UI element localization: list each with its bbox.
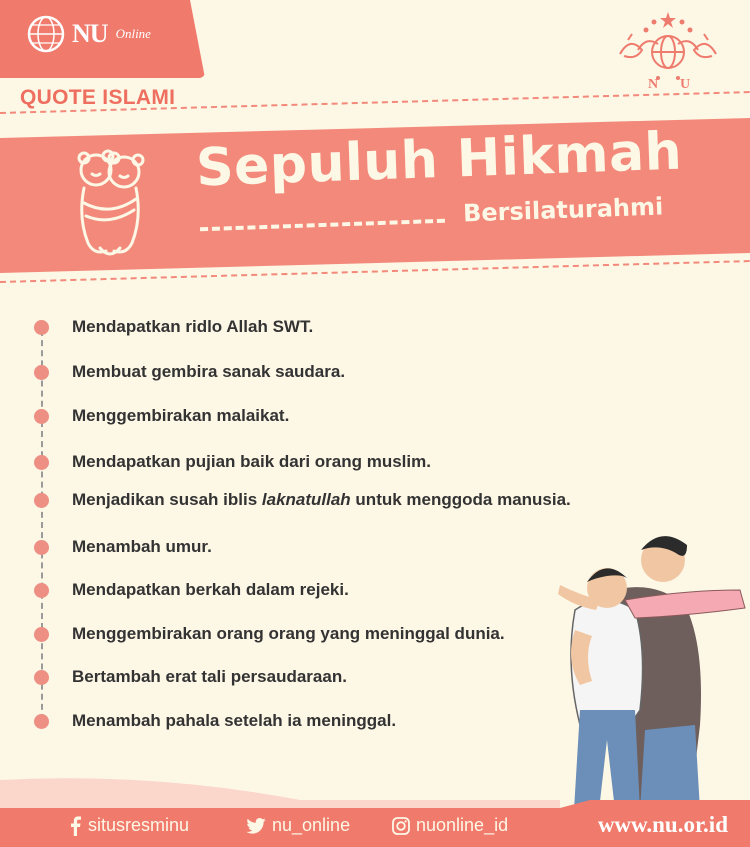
bullet-dot — [34, 320, 49, 335]
twitter-link[interactable] — [246, 815, 350, 836]
list-item — [34, 580, 349, 600]
list-connector-line — [41, 330, 43, 720]
list-item-text: Menambah pahala setelah ia meninggal. — [72, 711, 397, 730]
emblem-letter-u: U — [680, 77, 691, 90]
facebook-icon — [68, 816, 82, 836]
bullet-dot — [34, 455, 49, 470]
list-item-italic-term: laknatullah — [261, 490, 351, 509]
nu-emblem-logo — [608, 10, 728, 90]
nu-online-logo[interactable] — [26, 10, 151, 58]
bullet-dot — [34, 714, 49, 729]
list-item-text: Menggembirakan orang orang yang meninggal dunia. — [72, 624, 505, 643]
emblem-letter-n: N — [648, 77, 659, 90]
brand-suffix: Online — [115, 26, 151, 41]
list-item-text: Membuat gembira sanak saudara. — [72, 362, 346, 381]
website-link[interactable]: www.nu.or.id — [597, 812, 728, 837]
bullet-dot — [34, 627, 49, 642]
bullet-dot — [34, 493, 49, 508]
list-item-text-part: untuk menggoda manusia. — [350, 490, 571, 509]
hugging-bears-icon — [70, 148, 150, 263]
list-item — [34, 667, 347, 687]
list-item — [34, 406, 289, 426]
hugging-people-illustration — [545, 530, 750, 810]
bullet-dot — [34, 409, 49, 424]
list-item-text: Menggembirakan malaikat. — [72, 406, 290, 425]
list-item — [34, 362, 345, 382]
twitter-handle: nu_online — [272, 815, 351, 835]
list-item — [34, 537, 212, 557]
list-item-text: Mendapatkan ridlo Allah SWT. — [72, 317, 314, 336]
globe-icon — [26, 14, 66, 54]
list-item — [34, 452, 431, 472]
instagram-icon — [392, 817, 410, 835]
facebook-handle: situsresminu — [88, 815, 190, 835]
bullet-dot — [34, 583, 49, 598]
page-subtitle: Bersilaturahmi — [462, 192, 664, 228]
bullet-dot — [34, 540, 49, 555]
facebook-link[interactable] — [68, 815, 189, 836]
list-item-text-part: Menjadikan susah iblis — [72, 490, 262, 509]
list-item-text: Mendapatkan pujian baik dari orang muslim. — [72, 452, 431, 471]
list-item — [34, 317, 313, 337]
list-item — [34, 624, 505, 644]
instagram-link[interactable] — [392, 815, 508, 836]
bullet-dot — [34, 670, 49, 685]
list-item — [34, 711, 396, 731]
page-title: Sepuluh Hikmah — [195, 121, 684, 199]
category-label: QUOTE ISLAMI — [20, 86, 176, 109]
list-item-text: Bertambah erat tali persaudaraan. — [72, 667, 347, 686]
list-item-text: Menambah umur. — [72, 537, 212, 556]
instagram-handle: nuonline_id — [416, 815, 509, 835]
list-item-text: Mendapatkan berkah dalam rejeki. — [72, 580, 349, 599]
brand-name: NU — [72, 19, 108, 48]
list-item — [34, 490, 571, 510]
bullet-dot — [34, 365, 49, 380]
twitter-icon — [246, 818, 266, 834]
list-item-text — [72, 490, 571, 510]
